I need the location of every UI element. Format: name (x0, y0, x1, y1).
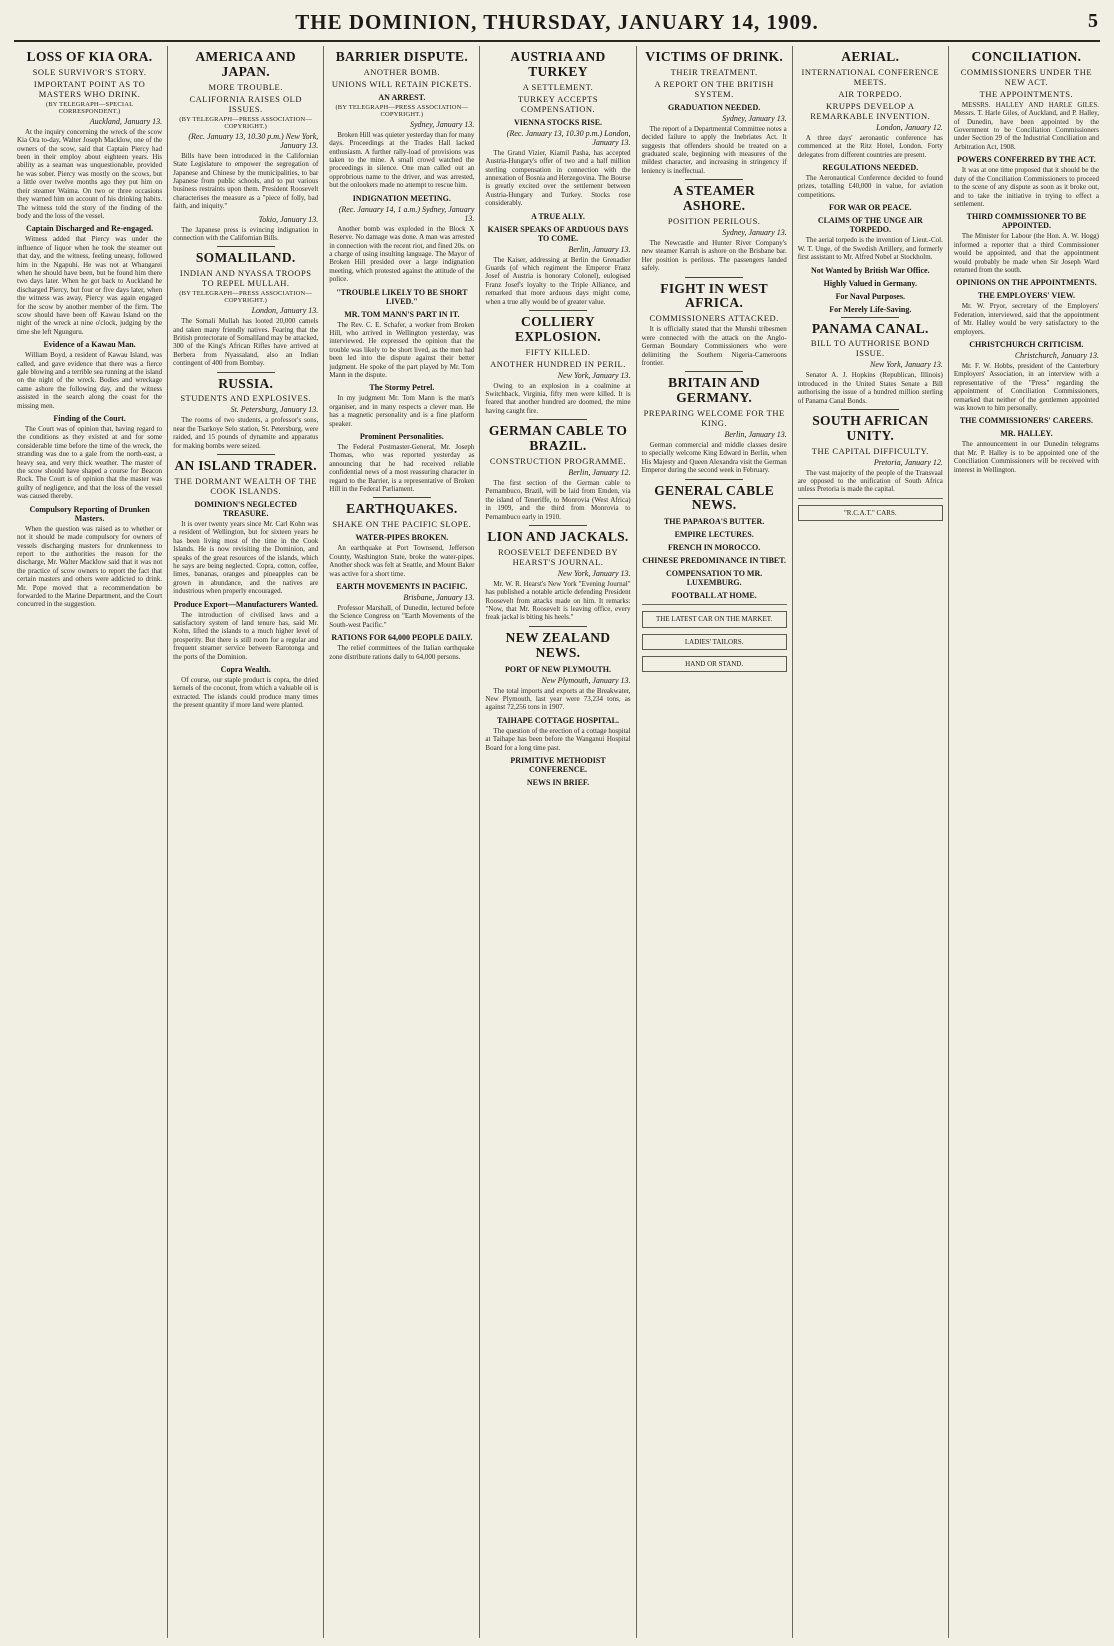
section-subhead: Copra Wealth. (220, 665, 271, 675)
article-text: At the inquiry concerning the wreck of the scow Kia Ora to-day, Walter Joseph Macklow, one of the owners of the scow, said that Captain Piercy had been in their employ about eighteen years. His ability as a seaman was unquestionable, provided he was sober. Piercy was mostly on the scows, but a little over twelve months ago they put him on their steamer Waima. On two or three occasions they warned him on account of his drinking habits. The witness told the story of the finding of the body and the loss of the vessel. (17, 127, 163, 220)
article-text: The announcement in our Dunedin telegrams that Mr. P. Halley is to be appointed one of the Conciliation Commissioners will be received with interest in Wellington. (953, 440, 1099, 474)
section-subhead: For Merely Life-Saving. (829, 304, 912, 314)
subheading: THE APPOINTMENTS. (979, 88, 1074, 99)
article-text: Mr. W. Pryor, secretary of the Employers' Federation, interviewed, said that the appointment of Mr. Halley would be very satisfactory to the employers. (953, 302, 1099, 336)
section-subhead: TAIHAPE COTTAGE HOSPITAL. (496, 715, 619, 725)
dateline: (Rec. January 13, 10.30 p.m.) London, January 13. (506, 128, 631, 147)
subheading: COMMISSIONERS ATTACKED. (649, 313, 779, 324)
column-7 (949, 46, 1104, 1638)
article-text: Senator A. J. Hopkins (Republican, Illinois) introduced in the United States Senate a Bill authorising the issue of a hundred million sterling of Panama Canal Bonds. (797, 371, 943, 405)
article-text: The Newcastle and Hunter River Company's new steamer Karrah is ashore on the Brisbane bar. Her position is perilous. The passengers landed safely. (641, 238, 787, 273)
article-text: The total imports and exports at the Breakwater, New Plymouth, last year were 73,234 tons, as against 72,256 tons in 1907. (485, 686, 631, 712)
dateline: London, January 12. (876, 122, 943, 132)
headline: RUSSIA. (218, 375, 274, 391)
section-subhead: Highly Valued in Germany. (823, 278, 917, 288)
subheading: CONSTRUCTION PROGRAMME. (489, 455, 627, 466)
headline: COLLIERY EXPLOSION. (515, 313, 601, 344)
section-subhead: CLAIMS OF THE UNGE AIR TORPEDO. (817, 216, 923, 235)
section-subhead: POWERS CONFERRED BY THE ACT. (957, 155, 1096, 165)
section-subhead: DOMINION'S NEGLECTED TREASURE. (194, 499, 297, 518)
subheading: ANOTHER BOMB. (363, 66, 441, 77)
subheading: ROOSEVELT DEFENDED BY HEARST'S JOURNAL. (497, 546, 619, 567)
section-subhead: Compulsory Reporting of Drunken Masters. (29, 504, 150, 523)
article-text: The Kaiser, addressing at Berlin the Grenadier Guards (of which regiment the Emperor Franz Josef of Austria is honorary Colonel), eulogised Franz Josef's loyalty to the Triple Alliance, and remarked that more arduous days might come, when a true ally would be of greater value. (485, 255, 631, 306)
subheading: IMPORTANT POINT AS TO MASTERS WHO DRINK. (33, 78, 146, 99)
headline: AUSTRIA AND TURKEY (510, 49, 606, 79)
headline: GENERAL CABLE NEWS. (654, 482, 775, 513)
dateline: New York, January 13. (557, 568, 631, 578)
section-subhead: For Naval Purposes. (835, 291, 905, 301)
section-subhead: GRADUATION NEEDED. (667, 102, 761, 112)
article-text: The report of a Departmental Committee notes a decided failure to apply the Inebriates Act. It suggests that offenders should be treated on a graduated scale, beginning with measures of the mildest character, and increasing in stringency if leniency is ineffectual. (641, 124, 787, 175)
subheading: THE DORMANT WEALTH OF THE COOK ISLANDS. (174, 475, 317, 496)
section-subhead: EMPIRE LECTURES. (674, 530, 754, 540)
section-divider (529, 419, 587, 420)
advert-divider (798, 498, 943, 499)
advertisement: THE LATEST CAR ON THE MARKET. (642, 611, 787, 627)
section-subhead: A TRUE ALLY. (531, 211, 585, 221)
subheading: UNIONS WILL RETAIN PICKETS. (331, 78, 472, 89)
article-text: The introduction of civilised laws and a satisfactory system of land tenure has, said Mr. Kohn, lifted the islands to a much higher level of prosperity. But there is still room for a regular and frequent steamer service between Rarotonga and the ports of the Dominion. (173, 610, 319, 661)
headline: SOMALILAND. (195, 250, 296, 266)
subheading: TURKEY ACCEPTS COMPENSATION. (517, 93, 599, 114)
dateline: (Rec. January 14, 1 a.m.) Sydney, January 13. (338, 204, 475, 223)
article-text: An earthquake at Port Townsend, Jefferson County, Washington State, broke the water-pipes. Another shock was felt at Seattle, and Mount Baker was active for a short time. (329, 544, 475, 578)
headline: BARRIER DISPUTE. (335, 49, 469, 64)
subheading: CALIFORNIA RAISES OLD ISSUES. (189, 93, 302, 114)
section-subhead: Prominent Personalities. (359, 432, 444, 441)
article-text: The Japanese press is evincing indignation in connection with the Californian Bills. (173, 225, 319, 242)
telegraph-credit: (BY TELEGRAPH—PRESS ASSOCIATION—COPYRIGHT.) (335, 103, 469, 118)
subheading: SOLE SURVIVOR'S STORY. (32, 66, 147, 77)
article-text: Mr. W. R. Hearst's New York "Evening Journal" has published a notable article defending President Roosevelt from attacks made on him. It remarks: "Now, that Mr. Roosevelt is leaving office, every freak jackal is biting his heels." (485, 579, 631, 622)
headline: VICTIMS OF DRINK. (645, 49, 783, 64)
subheading: ANOTHER HUNDRED IN PERIL. (490, 358, 626, 369)
section-subhead: THIRD COMMISSIONER TO BE APPOINTED. (966, 212, 1087, 231)
headline: PANAMA CANAL. (811, 320, 929, 336)
section-subhead: FOR WAR OR PEACE. (829, 203, 912, 213)
section-divider (529, 310, 587, 311)
section-subhead: Finding of the Court. (53, 414, 126, 424)
headline: AN ISLAND TRADER. (174, 458, 317, 474)
article-text: It was at one time proposed that it should be the duty of the Conciliation Commissioners to proceed to the scene of any dispute as soon as it broke out, and to take the initiative in trying to effect a settlement. (953, 166, 1099, 208)
subheading: KRUPPS DEVELOP A REMARKABLE INVENTION. (810, 100, 931, 121)
article-text: The vast majority of the people of the Transvaal are opposed to the unification of South Africa unless Pretoria is made the capital. (797, 468, 943, 494)
section-subhead: "TROUBLE LIKELY TO BE SHORT LIVED." (336, 287, 468, 306)
article-text: The Somali Mullah has looted 20,000 camels and taken many friendly natives. Fearing that the British protectorate of Somaliland may be attacked, 300 of the King's African Rifles have arrived at Berbera from Nyassaland, also an Indian contingent of 400 from Bombay. (173, 317, 319, 368)
headline: A STEAMER ASHORE. (673, 183, 756, 214)
headline: BRITAIN AND GERMANY. (668, 375, 761, 406)
subheading: INDIAN AND NYASSA TROOPS TO REPEL MULLAH. (179, 268, 312, 289)
column-6 (793, 46, 949, 1638)
subheading: INTERNATIONAL CONFERENCE MEETS. (801, 66, 940, 87)
dateline: Christchurch, January 13. (1014, 350, 1099, 360)
column-1 (12, 46, 168, 1638)
section-subhead: INDIGNATION MEETING. (352, 193, 451, 203)
section-subhead: The Stormy Petrel. (369, 383, 435, 393)
subheading: MORE TROUBLE. (208, 81, 283, 92)
headline: FIGHT IN WEST AFRICA. (660, 280, 768, 311)
article-text: Broken Hill was quieter yesterday than for many days. Proceedings at the Trades Hall lacked enthusiasm. A further rally-load of provisions was taken to the mine. A small crowd watched the proceedings in silence. One man called out an opprobrious name to the driver, and was arrested, but the onlookers made no attempt to rescue him. (329, 130, 475, 190)
article-text: The relief committees of the Italian earthquake zone distribute rations daily to 64,000 persons. (329, 644, 475, 661)
section-subhead: Evidence of a Kawau Man. (43, 340, 136, 350)
section-subhead: Captain Discharged and Re-engaged. (26, 224, 154, 234)
headline: LOSS OF KIA ORA. (26, 49, 153, 64)
section-subhead: OPINIONS ON THE APPOINTMENTS. (956, 278, 1097, 288)
section-subhead: MR. TOM MANN'S PART IN IT. (344, 309, 460, 319)
dateline: New Plymouth, January 13. (541, 675, 631, 685)
dateline: Berlin, January 12. (568, 467, 631, 477)
page-number: 5 (1088, 10, 1098, 32)
masthead-title: THE DOMINION, THURSDAY, JANUARY 14, 1909. (295, 10, 819, 34)
article-text: When the question was raised as to whether or not it should be made compulsory for owners of vessels discharging masters for drunkenness to report to the authorities the reason for the discharge, Mr. Walter Macklow said that it was not the practice of scow owners to report the fact that certain masters and others were addicted to drink. Mr. Pope moved that a recommendation be forwarded to the Marine Department, and the Court concurred in the suggestion. (17, 524, 163, 609)
section-divider (529, 525, 587, 526)
article-text: The Court was of opinion that, having regard to the conditions as they existed at and for some considerable time before the time of the wreck, the stranding was due to a gale from the north-east, a heavy sea, and very thick weather. The master of the scow should have shaped a course for Beacon Rock. The Court is of opinion that the master was guilty of negligence, and that the loss of the vessel was caused thereby. (17, 425, 163, 501)
newspaper-columns (12, 46, 1104, 1638)
headline: AMERICA AND JAPAN. (195, 49, 296, 79)
column-2 (168, 46, 324, 1638)
article-text: Mr. F. W. Hobbs, president of the Canterbury Employers' Association, in an interview with a representative of the "Press" regarding the appointment of Conciliation Commissioners, remarked that neither of the gentlemen appointed was known to him personally. (953, 361, 1099, 412)
column-4 (480, 46, 636, 1638)
subheading: POSITION PERILOUS. (667, 215, 761, 226)
dateline: Auckland, January 13. (89, 116, 163, 126)
subheading: COMMISSIONERS UNDER THE NEW ACT. (960, 66, 1093, 87)
subheading: PREPARING WELCOME FOR THE KING. (643, 408, 785, 428)
headline: AERIAL. (841, 49, 900, 64)
subheading: BILL TO AUTHORISE BOND ISSUE. (810, 338, 930, 359)
section-divider (685, 277, 743, 278)
subheading: A SETTLEMENT. (522, 81, 594, 92)
dateline: London, January 13. (251, 306, 319, 316)
section-divider (217, 372, 275, 373)
section-subhead: Produce Export—Manufacturers Wanted. (173, 599, 318, 609)
section-divider (217, 454, 275, 455)
column-5 (637, 46, 793, 1638)
section-divider (685, 179, 743, 180)
article-text: The rooms of two students, a professor's sons, near the Tsarkoye Selo station, St. Petersburg, were raided, and 15 pounds of dynamite and apparatus for making bombs were seized. (173, 416, 319, 450)
dateline: Sydney, January 13. (722, 227, 787, 237)
telegraph-credit: (BY TELEGRAPH—SPECIAL CORRESPONDENT.) (45, 100, 134, 115)
column-3 (324, 46, 480, 1638)
section-subhead: KAISER SPEAKS OF ARDUOUS DAYS TO COME. (487, 224, 629, 243)
article-text: Owing to an explosion in a coalmine at Switchback, Virginia, fifty men were killed. It is feared that another hundred are doomed, the mine having caught fire. (485, 381, 631, 415)
article-text: It is officially stated that the Munshi tribesmen were connected with the attack on the Anglo-German Boundary Commissioners who were delimiting the Southern Nigeria-Cameroons frontier. (641, 325, 787, 367)
advertisement: "R.C.A.T." CARS. (798, 505, 943, 521)
article-text: A three days' aeronautic conference has commenced at the Ritz Hotel, London. Forty delegates from different countries are present. (797, 133, 943, 159)
subheading: THE CAPITAL DIFFICULTY. (811, 445, 929, 456)
article-text: Bills have been introduced in the Californian State Legislature to empower the segregation of Japanese and Chinese by the municipalities, to bar Japanese from public schools, and to put various business restraints upon them. President Roosevelt characterises the measure as a "piece of folly, bad faith, and iniquity." (173, 151, 319, 211)
headline: NEW ZEALAND NEWS. (505, 629, 611, 660)
section-divider (841, 317, 899, 318)
dateline: Sydney, January 13. (722, 113, 787, 123)
headline: LION AND JACKALS. (487, 529, 629, 544)
article-text: The Rev. C. E. Schafer, a worker from Broken Hill, who arrived in Wellington yesterday, was interviewed. He expressed the opinion that the trouble was likely to be short lived, as the men had been led into the dispute against their better judgment. He spoke of the part played by Mr. Tom Mann in the dispute. (329, 320, 475, 379)
section-subhead: RATIONS FOR 64,000 PEOPLE DAILY. (331, 633, 473, 643)
article-text: The Grand Vizier, Kiamil Pasha, has accepted Austria-Hungary's offer of two and a half million sterling compensation in connection with the annexation of Bosnia and Herzegovina. The Bourse is greatly excited over the settlement between Austria-Hungary and Turkey. Stocks rose considerably. (485, 148, 631, 208)
telegraph-credit: (BY TELEGRAPH—PRESS ASSOCIATION—COPYRIGHT.) (179, 115, 313, 130)
dateline: New York, January 13. (557, 370, 631, 380)
section-subhead: THE EMPLOYERS' VIEW. (977, 291, 1075, 301)
section-subhead: THE COMMISSIONERS' CAREERS. (959, 416, 1093, 426)
advert-divider (642, 604, 787, 605)
section-subhead: CHINESE PREDOMINANCE IN TIBET. (642, 556, 786, 566)
article-text: The Federal Postmaster-General, Mr. Joseph Thomas, who was reported yesterday as announcing that he had received reliable confidential news of a most reassuring character in regard to the Barrier, is a representative of Broken Hill in the Federal Parliament. (329, 443, 475, 494)
article-text: MESSRS. HALLEY AND HARLE GILES. Messrs. T. Harle Giles, of Auckland, and P. Halley, of Dunedin, have been appointed by the Government to be Conciliation Commissioners under Section 29 of the Industrial Conciliation and Arbitration Act, 1908. (953, 100, 1099, 151)
dateline: Pretoria, January 12. (873, 457, 943, 467)
article-text: Another bomb was exploded in the Block X Reserve. No damage was done. A man was arrested in connection with the recent riot, and fined 20s. on a charge of using insulting language. The Mayor of Broken Hill presided over a large indignation meeting, which protested against the attitude of the police. (329, 224, 475, 284)
article-text: Of course, our staple product is copra, the dried kernels of the coconut, from which a valuable oil is extracted. The islands could produce many times the present quantity if more land were planted. (173, 676, 319, 710)
section-divider (529, 626, 587, 627)
article-text: Witness added that Piercy was under the influence of liquor when he took the steamer out that day, and the witness, feeling uneasy, followed him in the Ngapuhi. He was not at Whangarei when he should have been, but he found him there two days later. When he got back to Auckland he discharged Piercy, but four or five days later, when the witness was away, Piercy was again engaged for the scow by another member of the firm. The scow should have been off Kawau Island on the night of the wreck at nine o'clock, judging by the time she left Ngunguru. (17, 235, 163, 336)
headline: EARTHQUAKES. (346, 501, 458, 517)
section-subhead: AN ARREST. (378, 92, 426, 102)
article-text: The aerial torpedo is the invention of Lieut.-Col. W. T. Unge, of the Swedish Artillery, and formerly first assistant to Mr. Alfred Nobel at Stockholm. (797, 236, 943, 262)
section-subhead: MR. HALLEY. (1000, 429, 1053, 439)
article-text: William Boyd, a resident of Kawau Island, was called, and gave evidence that there was a fierce gale blowing and a terrible sea running at the island on the night of the wreck. Bodies and wreckage came ashore the following day, and the witness assisted in the search along the coast for the missing men. (17, 351, 163, 410)
subheading: SHAKE ON THE PACIFIC SLOPE. (332, 519, 472, 530)
section-subhead: FOOTBALL AT HOME. (671, 591, 757, 601)
article-text: In my judgment Mr. Tom Mann is the man's organiser, and in many respects a clever man. He has a magnetic personality and is a fine platform speaker. (329, 394, 475, 428)
section-subhead: THE PAPAROA'S BUTTER. (663, 517, 765, 527)
article-text: German commercial and middle classes desire to specially welcome King Edward in Berlin, when His Majesty and Queen Alexandra visit the German Emperor during the second week in February. (641, 441, 787, 475)
headline: SOUTH AFRICAN UNITY. (812, 412, 929, 443)
subheading: AIR TORPEDO. (838, 88, 903, 99)
section-subhead: COMPENSATION TO MR. LUXEMBURG. (666, 569, 763, 588)
article-text: Professor Marshall, of Dunedin, lectured before the Science Congress on "Earth Movements of the South-west Pacific." (329, 603, 475, 629)
article-text: The question of the erection of a cottage hospital at Taihape has been before the Wanganui Hospital Board for a long time past. (485, 726, 631, 752)
section-subhead: Not Wanted by British War Office. (810, 265, 930, 275)
advertisement: HAND OR STAND. (642, 656, 787, 672)
section-subhead: FRENCH IN MOROCCO. (668, 543, 761, 553)
section-subhead: REGULATIONS NEEDED. (822, 163, 919, 173)
dateline: Berlin, January 13. (724, 430, 787, 439)
article-text: The first section of the German cable to Pernambuco, Brazil, will be laid from Emden, via the island of Teneriffe, to Monrovia (West Africa) in 1909, and the third from Monrovia to Pernambuco early in 1910. (485, 478, 631, 521)
dateline: Sydney, January 13. (409, 119, 475, 129)
dateline: Tokio, January 13. (258, 214, 319, 224)
telegraph-credit: (BY TELEGRAPH—PRESS ASSOCIATION—COPYRIGHT.) (179, 290, 313, 305)
section-subhead: CHRISTCHURCH CRITICISM. (969, 339, 1084, 349)
masthead (14, 8, 1100, 42)
dateline: Brisbane, January 13. (403, 592, 475, 602)
section-subhead: PRIMITIVE METHODIST CONFERENCE. (510, 756, 606, 774)
section-subhead: NEWS IN BRIEF. (526, 778, 590, 787)
subheading: FIFTY KILLED. (525, 346, 591, 357)
section-subhead: VIENNA STOCKS RISE. (513, 117, 603, 127)
subheading: STUDENTS AND EXPLOSIVES. (180, 393, 312, 404)
section-subhead: WATER-PIPES BROKEN. (355, 533, 449, 543)
headline: CONCILIATION. (971, 49, 1082, 64)
section-divider (685, 479, 743, 480)
headline: GERMAN CABLE TO BRAZIL. (488, 423, 628, 454)
article-text: The Minister for Labour (the Hon. A. W. Hogg) informed a reporter that a third Commissioner would be appointed, and that the appointment would probably be made when Sir Joseph Ward returned from the south. (953, 232, 1099, 274)
subheading: THEIR TREATMENT. (670, 66, 758, 77)
section-divider (841, 409, 899, 410)
dateline: Berlin, January 13. (568, 244, 631, 254)
dateline: (Rec. January 13, 10.30 p.m.) New York, January 13. (188, 131, 319, 150)
advertisement: LADIES' TAILORS. (642, 634, 787, 650)
dateline: New York, January 13. (870, 360, 943, 370)
section-divider (373, 497, 431, 498)
dateline: St. Petersburg, January 13. (230, 405, 319, 415)
section-subhead: PORT OF NEW PLYMOUTH. (505, 664, 611, 674)
section-divider (685, 371, 743, 372)
section-subhead: EARTH MOVEMENTS IN PACIFIC. (336, 581, 468, 591)
section-divider (217, 246, 275, 247)
subheading: A REPORT ON THE BRITISH SYSTEM. (654, 78, 774, 99)
article-text: The Aeronautical Conference decided to found prizes, totalling £40,000 in value, for aviation competitions. (797, 174, 943, 199)
article-text: It is over twenty years since Mr. Carl Kohn was a resident of Wellington, but for sixteen years he has been living most of the time in the Cook Islands. He is now revisiting the Dominion, and speaks of the great resources of the islands, which he says are being neglected. Copra, cotton, coffee, limes, bananas, oranges and pineapples can be grown in abundance, and the natives are industrious when properly encouraged. (173, 519, 319, 596)
